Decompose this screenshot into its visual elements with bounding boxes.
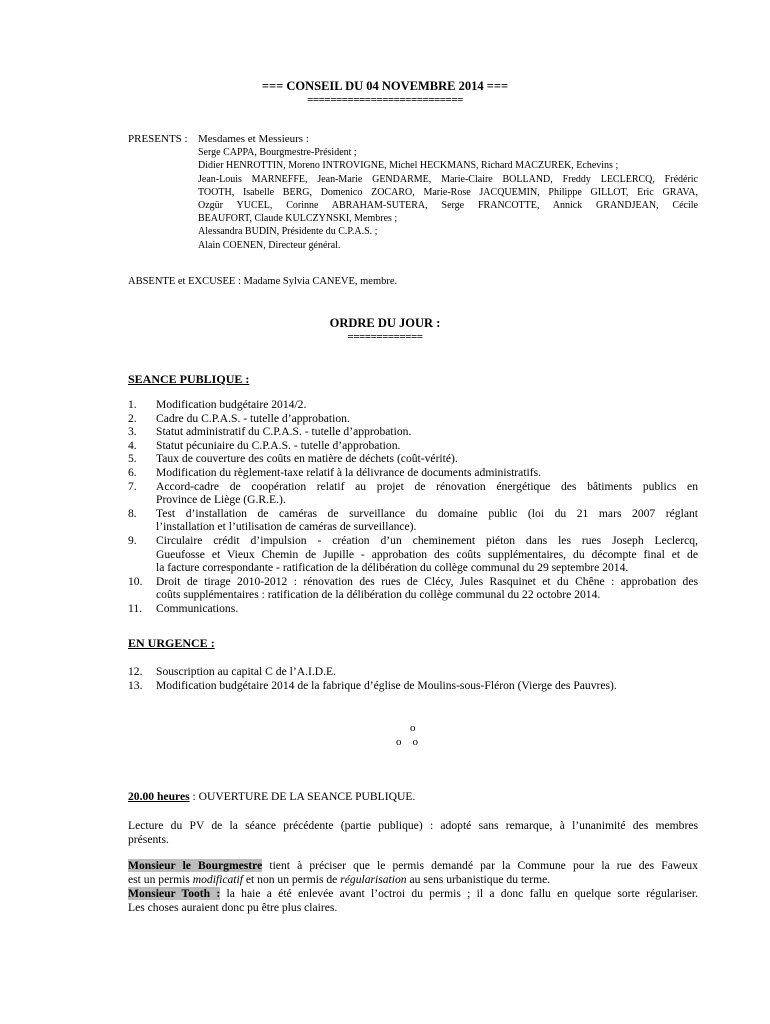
agenda-item-number: 9.	[128, 533, 137, 547]
presents-line: Mesdames et Messieurs :	[198, 133, 309, 145]
agenda-item-number: 4.	[128, 438, 137, 452]
speaker-bourgmestre-text: tient à préciser que le permis demandé par la Commune pour la rue des Faweux	[262, 859, 698, 872]
agenda-item-text	[156, 452, 698, 466]
agenda-item-text	[156, 679, 698, 693]
discussion-paragraph	[128, 859, 698, 915]
ouverture-text: : OUVERTURE DE LA SEANCE PUBLIQUE.	[189, 790, 416, 803]
agenda-item-text	[156, 398, 698, 412]
agenda-item-text	[156, 534, 698, 575]
agenda-item-line: Circulaire crédit d’impulsion - création d’un cheminement piéton dans les rues Joseph Leclercq,	[156, 533, 698, 547]
discussion-line-3	[128, 887, 698, 901]
discussion-emphasis: modificatif	[192, 873, 243, 886]
agenda-item-number: 13.	[128, 678, 143, 692]
agenda-item-line: Statut pécuniaire du C.P.A.S. - tutelle d’approbation.	[156, 438, 401, 452]
agenda-item-line: Accord-cadre de coopération relatif au projet de rénovation énergétique des bâtiments publics en	[156, 479, 698, 493]
speaker-bourgmestre: Monsieur le Bourgmestre	[128, 859, 263, 872]
agenda-item	[128, 575, 698, 602]
agenda-item-line: Droit de tirage 2010-2012 : rénovation des rues de Clécy, Jules Rasquinet et du Chêne : approbation des	[156, 574, 698, 588]
presents-line: Jean-Louis MARNEFFE, Jean-Marie GENDARME, Marie-Claire BOLLAND, Freddy LECLERCQ, Frédéric	[198, 173, 698, 185]
agenda-item-line: Modification budgétaire 2014/2.	[156, 398, 307, 411]
agenda-item-line: Province de Liège (G.R.E.).	[156, 493, 286, 507]
presents-list	[198, 133, 698, 252]
seance-publique-heading-text: SEANCE PUBLIQUE	[128, 372, 243, 386]
ordre-rule: =============	[347, 331, 423, 343]
agenda-item-number: 8.	[128, 506, 137, 520]
agenda-list-seance-publique	[128, 398, 698, 616]
agenda-item-line: Test d’installation de caméras de surveillance du domaine public (loi du 21 mars 2007 réglant	[156, 506, 698, 520]
presents-label: PRESENTS :	[128, 133, 188, 145]
discussion-text: et non un permis de	[242, 873, 341, 886]
agenda-item-line: coûts supplémentaires : ratification de la délibération du collège communal du 22 octobre 2014.	[156, 588, 601, 602]
agenda-item	[128, 534, 698, 575]
agenda-item-number: 12.	[128, 665, 143, 678]
agenda-item	[128, 679, 698, 693]
separator-circles-bottom: o o	[396, 736, 418, 748]
seance-publique-heading	[128, 372, 249, 387]
presents-line: Didier HENROTTIN, Moreno INTROVIGNE, Michel HECKMANS, Richard MACZUREK, Echevins ;	[198, 160, 619, 172]
agenda-item-text	[156, 466, 698, 480]
agenda-item-number: 1.	[128, 398, 137, 411]
agenda-item-text	[156, 412, 698, 426]
discussion-line-2	[128, 873, 698, 887]
agenda-item-text	[156, 575, 698, 602]
agenda-list-urgence	[128, 665, 698, 692]
ouverture-line	[128, 790, 415, 803]
agenda-item	[128, 507, 698, 534]
speaker-tooth: Monsieur Tooth :	[128, 887, 221, 900]
absente-line: ABSENTE et EXCUSEE : Madame Sylvia CANEVE, membre.	[128, 276, 398, 287]
discussion-text: est un permis	[128, 873, 193, 886]
discussion-emphasis: régularisation	[340, 873, 407, 886]
agenda-item	[128, 480, 698, 507]
agenda-item-line: la facture correspondante - ratification de la délibération du collège communal du 29 septembre 2014.	[156, 561, 629, 575]
agenda-item-text	[156, 507, 698, 534]
agenda-item-line: Modification budgétaire 2014 de la fabrique d’église de Moulins-sous-Fléron (Vierge des Pauvres).	[156, 678, 617, 692]
agenda-item-text	[156, 480, 698, 507]
agenda-item-text	[156, 425, 698, 439]
agenda-item-number: 3.	[128, 425, 137, 439]
presents-line: Alessandra BUDIN, Présidente du C.P.A.S. ;	[198, 226, 378, 238]
agenda-item	[128, 665, 698, 679]
speaker-tooth-text: la haie a été enlevée avant l’octroi du permis ; il a donc fallu en quelque sorte régulariser.	[220, 887, 698, 900]
urgence-heading-text: EN URGENCE	[128, 636, 208, 650]
agenda-item-line: Communications.	[156, 601, 239, 615]
agenda-item-number: 10.	[128, 574, 143, 588]
lecture-line: Lecture du PV de la séance précédente (partie publique) : adopté sans remarque, à l’unanimité des membres	[128, 819, 698, 832]
agenda-item-number: 5.	[128, 452, 137, 466]
agenda-item-number: 6.	[128, 465, 137, 479]
lecture-line: présents.	[128, 833, 169, 846]
title-rule: ===========================	[307, 94, 463, 106]
agenda-item	[128, 466, 698, 480]
heading-colon: :	[207, 636, 215, 650]
lecture-paragraph	[128, 819, 698, 847]
agenda-item-text	[156, 665, 698, 679]
agenda-item-line: Gueufosse et Vieux Chemin de Jupille - approbation des coûts supplémentaires, du décompte final et de	[156, 547, 698, 561]
page-title: === CONSEIL DU 04 NOVEMBRE 2014 ===	[261, 79, 509, 93]
agenda-item-line: Taux de couverture des coûts en matière de déchets (coût-vérité).	[156, 452, 458, 466]
agenda-item-text	[156, 439, 698, 453]
discussion-line-1	[128, 859, 698, 873]
agenda-item	[128, 439, 698, 453]
presents-line: TOOTH, Isabelle BERG, Domenico ZOCARO, Marie-Rose JACQUEMIN, Philippe GILLOT, Eric GRAVA,	[198, 186, 698, 198]
urgence-heading	[128, 636, 215, 651]
agenda-item-number: 11.	[128, 601, 143, 615]
agenda-item	[128, 602, 698, 616]
agenda-item-line: l’installation et l’utilisation de caméras de surveillance).	[156, 520, 417, 534]
presents-line: Ozgür YUCEL, Corinne ABRAHAM-SUTERA, Serge FRANCOTTE, Annick GRANDJEAN, Cécile	[198, 200, 698, 212]
agenda-item-text	[156, 602, 698, 616]
agenda-item	[128, 398, 698, 412]
agenda-item-line: Souscription au capital C de l’A.I.D.E.	[156, 665, 336, 678]
separator-circle-top: o	[410, 722, 416, 734]
presents-line: Serge CAPPA, Bourgmestre-Président ;	[198, 147, 357, 159]
agenda-item-number: 7.	[128, 479, 137, 493]
agenda-item	[128, 412, 698, 426]
heading-colon: :	[242, 372, 250, 386]
agenda-item	[128, 452, 698, 466]
ouverture-time: 20.00 heures	[128, 790, 190, 803]
ordre-title: ORDRE DU JOUR :	[329, 316, 441, 330]
discussion-line-4: Les choses auraient donc pu être plus claires.	[128, 901, 338, 914]
agenda-item-line: Cadre du C.P.A.S. - tutelle d’approbation.	[156, 411, 350, 425]
agenda-item-line: Statut administratif du C.P.A.S. - tutelle d’approbation.	[156, 425, 412, 439]
presents-line: BEAUFORT, Claude KULCZYNSKI, Membres ;	[198, 213, 398, 225]
agenda-item-number: 2.	[128, 411, 137, 425]
discussion-text: au sens urbanistique du terme.	[406, 873, 551, 886]
presents-line: Alain COENEN, Directeur général.	[198, 239, 341, 251]
agenda-item-line: Modification du règlement-taxe relatif à la délivrance de documents administratifs.	[156, 465, 542, 479]
agenda-item	[128, 425, 698, 439]
